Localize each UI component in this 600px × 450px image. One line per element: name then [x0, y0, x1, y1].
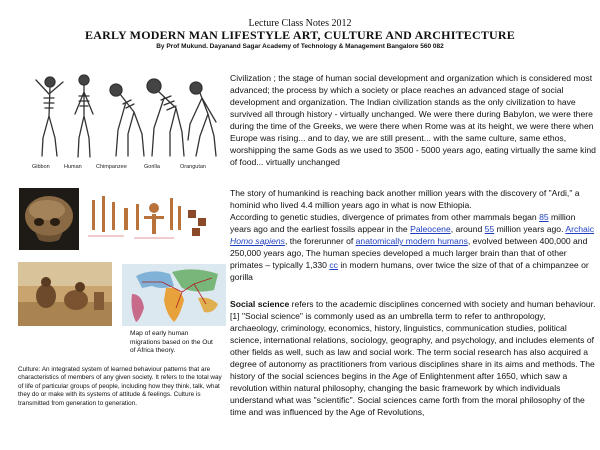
link-85[interactable]: 85 — [539, 212, 549, 222]
early-humans-photo — [18, 262, 112, 326]
link-homo-sapiens-text: Homo sapiens — [230, 236, 285, 246]
genetics-text-1: According to genetic studies, divergence of primates from other mammals began — [230, 212, 540, 222]
link-cc[interactable]: cc — [329, 260, 338, 270]
skeleton-label-gibbon: Gibbon — [32, 164, 50, 170]
page-title: EARLY MODERN MAN LIFESTYLE ART, CULTURE AND ARCHITECTURE — [85, 28, 515, 42]
skeleton-label-human: Human — [64, 164, 82, 170]
gibbon-skeleton — [36, 77, 63, 156]
fossil-diagram — [84, 188, 214, 250]
human-skeleton — [75, 75, 93, 157]
gorilla-skeleton — [147, 79, 184, 156]
chimpanzee-skeleton — [110, 84, 144, 156]
social-science-text: refers to the academic disciplines concerned with society and human behaviour.[1] "Social science" is commonly used as an umbrella term to refer to anthropology, archaeology, criminology, economics, history, linguistics, communication studies, political science, international relations, sociology, geography, and psychology, and includes elements of other fields as well, such as law and social work. The term social research has also acquired a degree of autonomy as practitioners from various disciplines share in its aims and methods. The history of the social sciences begins in the Age of Enlightenment after 1650, which saw a revolution within natural philosophy, changing the basic framework by which individuals understand what was "scientific". Social sciences came forth from the moral philosophy of the time and was influenced by the Age of Revolutions, — [230, 299, 596, 417]
page-subtitle: By Prof Mukund. Dayanand Sagar Academy of Technology & Management Bangalore 560 082 — [156, 43, 444, 50]
skeletons-image — [30, 68, 220, 163]
genetics-paragraph — [230, 211, 596, 283]
migration-map — [122, 264, 226, 326]
primate-skeletons-figure — [30, 68, 220, 176]
skeleton-label-gorilla: Gorilla — [144, 164, 160, 170]
link-55[interactable]: 55 — [484, 224, 495, 234]
orangutan-skeleton — [188, 82, 216, 156]
ardi-paragraph: The story of humankind is reaching back another million years with the discovery of "Ardi," a hominid who lived 4.4 million years ago in what is now Ethiopia. — [230, 188, 580, 210]
genetics-text-2: million years ago and the earliest fossils appear in the — [230, 212, 576, 234]
skeleton-label-orangutan: Orangutan — [180, 164, 206, 170]
civilization-paragraph: Civilization ; the stage of human social development and organization which is considered most advanced; the process by which a society or place reaches an advanced stage of social development and organization. The Indian civilization stands as the only civilization to have survived all through history - virtually unchanged. We were there during Babylon, we were there during the time of the Greeks, we were there when Rome was at its height, we were there when Europe was rising... and to day, we are still present... with the same culture, same ethos, worshipping the same Gods as we used to 3500 - 5000 years ago, eating virtually the same kind of food... virtually unchanged — [230, 73, 596, 167]
header-top-line: Lecture Class Notes 2012 — [248, 18, 352, 29]
genetics-text-6: , evolved between 400,000 and 250,000 years ago, The human species developed a much larger brain than that of other primates – typically 1,330 — [230, 236, 588, 270]
culture-caption: Culture: An integrated system of learned behaviour patterns that are characteristics of members of any given society. It refers to the total way of life of particular groups of people, including how they think, talk, what they do or make with its systems of attitude & feelings. Culture is transmitted from generation to generation. — [18, 366, 222, 407]
genetics-text-4: million years ago. — [494, 224, 566, 234]
social-science-paragraph — [230, 298, 596, 418]
link-paleocene[interactable]: Paleocene — [410, 224, 451, 234]
skull-photo — [19, 188, 79, 250]
skeleton-label-chimpanzee: Chimpanzee — [96, 164, 127, 170]
genetics-text-5: , the forerunner of — [284, 236, 356, 246]
genetics-text-7: in modern humans, over twice the size of that of a chimpanzee or gorilla — [230, 260, 589, 282]
social-science-term: Social science — [230, 299, 290, 309]
link-archaic-text: Archaic — [565, 224, 595, 234]
map-caption: Map of early human migrations based on the Out of Africa theory. — [130, 330, 213, 355]
genetics-text-3: , around — [450, 224, 485, 234]
link-anatomically-modern-humans[interactable]: anatomically modern humans — [355, 236, 468, 246]
